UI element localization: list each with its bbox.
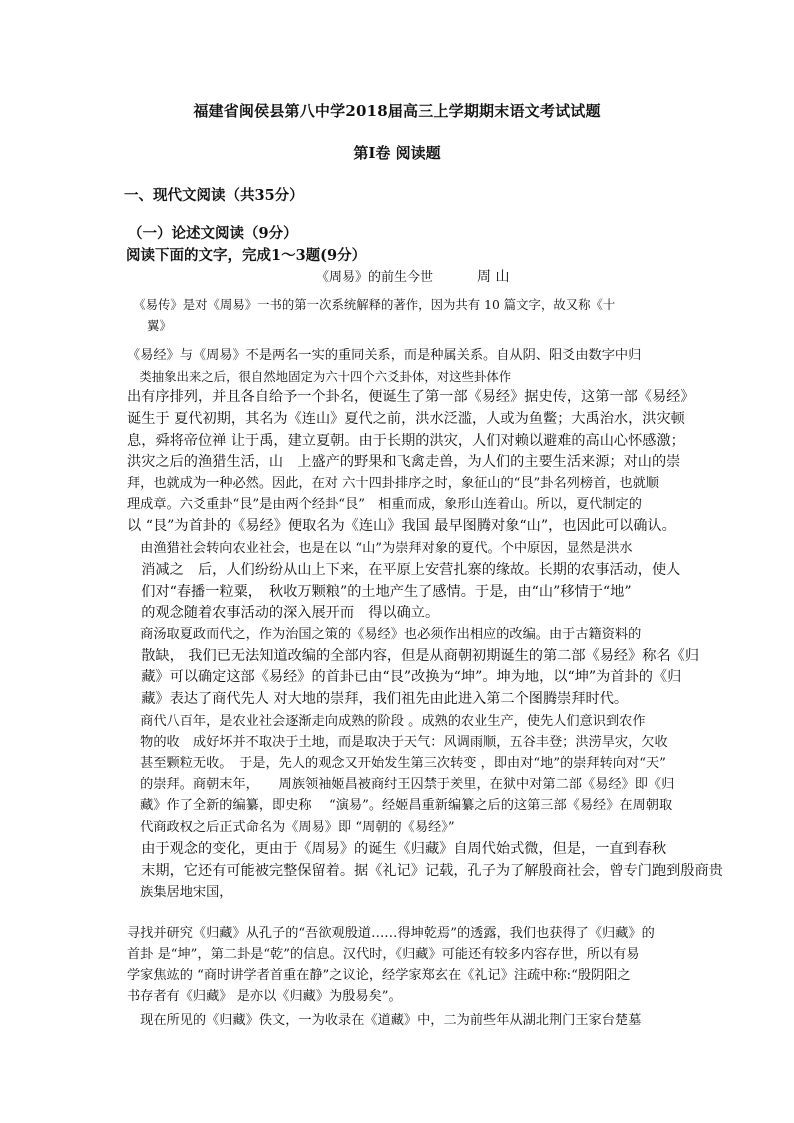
text-line: 商汤取夏政而代之，作为治国之策的《易经》也必须作出相应的改编。由于古籍资料的 [127,627,642,642]
article-author: 周 山 [477,269,510,285]
text-line: 洪灾之后的渔猎生活，山 上盛产的野果和飞禽走兽，为人们的主要生活来源；对山的崇 [127,454,681,470]
text-line: 《易传》是对《周易》一书的第一次系统解释的著作，因为共有 10 篇文字，故又称《十 [127,297,616,312]
text-line: 藏》作了全新的编纂，即史称 “演易”。经姬昌重新编纂之后的这第三部《易经》在周朝取 [127,798,673,813]
text-line: 商代八百年，是农业社会逐渐走向成熟的阶段 。成熟的农业生产，使先人们意识到农作 [127,714,646,729]
text-line: 书存者有《归藏》 是亦以《归藏》为殷易矣”。 [127,989,402,1004]
text-line: 由于观念的变化，更由于《周易》的诞生《归藏》自周代始式微，但是，一直到春秋 [127,841,667,857]
text-line: 翼》 [147,318,172,333]
text-line: 理成章。六爻重卦“艮”是由两个经卦“艮” 相重而成，象形山连着山。所以，夏代制定的 [127,497,642,512]
text-line: 末期，它还有可能被完整保留着。据《礼记》记载，孔子为了解殷商社会，曾专门跑到殷商贵 [127,863,723,879]
text-line: 拜，也就成为一种必然。因此，在对 六十四卦排序之时，象征山的“艮”卦名列榜首，也就顺 [127,476,659,491]
exam-title: 福建省闽侯县第八中学2018届高三上学期期末语文考试试题 [193,102,601,120]
text-line: 《易经》与《周易》不是两名一实的重同关系，而是种属关系。自从阴、阳爻由数字中归 [127,348,642,363]
text-line: 由渔猎社会转向农业社会，也是在以 “山”为崇拜对象的夏代。个中原因，显然是洪水 [127,541,633,556]
text-line: 代商政权之后正式命名为《周易》即 “周朝的《易经》” [127,820,455,835]
text-line: 的崇拜。商朝末年， 周族领袖姬昌被商纣王囚禁于羑里，在狱中对第二部《易经》即《归 [127,777,675,792]
text-line: 散缺， 我们已无法知道改编的全部内容，但是从商朝初期诞生的第二部《易经》称名《归 [127,648,700,664]
text-line: 甚至颗粒无收。 于是，先人的观念又开始发生第三次转变 ，即由对“地”的崇拜转向对“天” [127,756,666,771]
text-line: 学家焦竑的 “商时讲学者首重在静”之议论，经学家郑玄在《礼记》注疏中称:“殷阴阳之 [127,968,631,983]
text-line: 族集居地宋国， [127,885,233,900]
text-line: 出有序排列，并且各自给予一个卦名，便诞生了第一部《易经》据史传，这第一部《易经》 [127,389,695,405]
text-line: 首卦 是“坤”，第二卦是“乾”的信息。汉代时，《归藏》可能还有较多内容存世，所以有易 [127,947,640,962]
text-line: 寻找并研究《归藏》从孔子的“吾欲观殷道……得坤乾焉”的透露，我们也获得了《归藏》的 [127,926,655,941]
article-heading [316,266,509,286]
text-line: 藏》可以确定这部《易经》的首卦已由“艮”改换为“坤”。坤为地，以“坤”为首卦的《归 [127,669,682,685]
text-line: 藏》表达了商代先人 对大地的崇拜，我们祖先由此进入第二个图腾崇拜时代。 [127,691,629,707]
text-line: 物的收 成好坏并不取决于土地，而是取决于天气：风调雨顺，五谷丰登；洪涝旱灾，欠收 [127,735,668,750]
text-line: 以 “艮”为首卦的《易经》便取名为《连山》我国 最早图腾对象“山”，也因此可以确认。 [127,518,676,534]
section-heading: 一、现代文阅读（共35分） [124,187,304,204]
volume-heading: 第Ⅰ卷 阅读题 [353,144,441,162]
subsection-heading: （一）论述文阅读（9分） [128,225,298,242]
article-title: 《周易》的前生今世 [316,270,434,285]
text-line: 诞生于 夏代初期，其名为《连山》夏代之前，洪水泛滥，人或为鱼鳖；大禹治水，洪灾顿 [127,411,685,427]
text-line: 的观念随着农事活动的深入展开而 得以确立。 [127,605,440,621]
text-line: 消减之 后，人们纷纷从山上下来，在平原上安营扎寨的缘故。长期的农事活动，使人 [127,562,681,578]
text-line: 现在所见的《归藏》佚文，一为收录在《道藏》中，二为前些年从湖北荆门王家台楚墓 [127,1013,642,1028]
text-line: 息，舜将帝位禅 让于禹，建立夏朝。由于长期的洪灾，人们对赖以避难的高山心怀感激； [127,433,685,449]
instruction-line: 阅读下面的文字，完成1～3题(9分） [126,247,367,264]
text-line: 类抽象出来之后，很自然地固定为六十四个六爻卦体，对这些卦体作 [127,369,512,384]
text-line: 们对“春播一粒粟， 秋收万颗粮”的土地产生了感情。于是，由“山”移情于“地” [127,584,632,600]
